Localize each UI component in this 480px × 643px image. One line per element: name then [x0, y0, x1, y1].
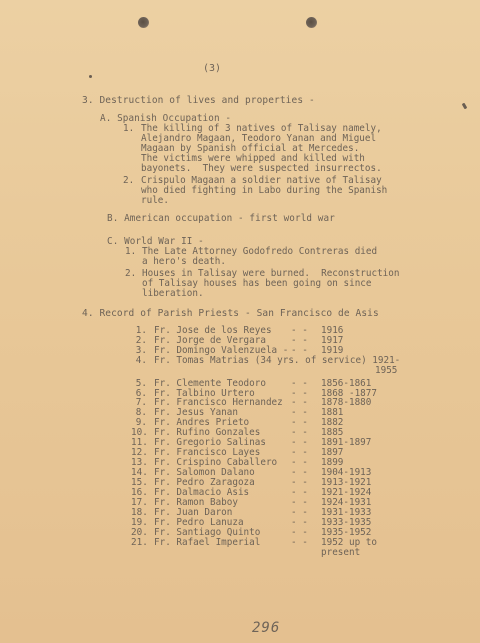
priest-dash: - - — [291, 397, 308, 408]
priest-name: Fr. Salomon Dalano — [154, 467, 255, 478]
priest-dash: - - — [291, 467, 308, 478]
priest-name: Fr. Clemente Teodoro — [154, 378, 266, 389]
priest-years: 1856-1861 — [321, 378, 372, 389]
subsection-c-label: C. World War II - — [107, 236, 204, 247]
priest-number: 6. — [135, 388, 147, 399]
priest-name: Fr. Francisco Hernandez — [154, 397, 283, 408]
priest-number: 18. — [131, 507, 148, 518]
priest-years: 1955 — [375, 365, 398, 376]
wwii-item-1-line: The Late Attorney Godofredo Contreras died — [142, 246, 378, 257]
priest-dash: - - — [291, 507, 308, 518]
wwii-item-1-line: a hero's death. — [142, 256, 226, 267]
priest-dash: - - — [291, 487, 308, 498]
spanish-item-1-line: Alejandro Magaan, Teodoro Yanan and Miguel — [141, 133, 377, 144]
priest-name: Fr. Francisco Layes — [154, 447, 261, 458]
priest-number: 7. — [135, 397, 147, 408]
priest-number: 5. — [135, 378, 147, 389]
priest-name: Fr. Juan Daron — [154, 507, 233, 518]
priest-dash: - - — [291, 477, 308, 488]
priest-years: 1916 — [321, 325, 344, 336]
priest-years: 1881 — [321, 407, 344, 418]
priest-name: Fr. Crispino Caballero — [154, 457, 278, 468]
priest-name: Fr. Jose de los Reyes — [154, 325, 272, 336]
priest-years: 1882 — [321, 417, 344, 428]
priest-years: 1899 — [321, 457, 344, 468]
priest-name: Fr. Tomas Matrias (34 yrs. of service) 1921- — [154, 355, 401, 366]
priest-dash: - - — [291, 378, 308, 389]
priest-number: 14. — [131, 467, 148, 478]
priest-years: 1921-1924 — [321, 487, 372, 498]
priest-dash: - - — [291, 417, 308, 428]
priest-years: 1868 -1877 — [321, 388, 377, 399]
priest-name: Fr. Andres Prieto — [154, 417, 250, 428]
punch-hole — [138, 17, 149, 28]
priest-dash: - - — [291, 447, 308, 458]
subsection-a-label: A. Spanish Occupation - — [100, 113, 232, 124]
priest-dash: - - — [291, 335, 308, 346]
priest-dash: - - — [291, 407, 308, 418]
wwii-item-1-num: 1. — [125, 246, 137, 257]
priest-number: 3. — [135, 345, 147, 356]
priest-years: 1952 up to — [321, 537, 377, 548]
section-4-heading: 4. Record of Parish Priests - San Francisco de Asis — [82, 308, 379, 319]
priest-number: 1. — [135, 325, 147, 336]
spanish-item-1-line: The victims were whipped and killed with — [141, 153, 365, 164]
wwii-item-2-num: 2. — [125, 268, 137, 279]
priest-years: 1919 — [321, 345, 344, 356]
priest-years: 1933-1935 — [321, 517, 372, 528]
priest-number: 8. — [135, 407, 147, 418]
priest-dash: - - — [291, 325, 308, 336]
priest-number: 16. — [131, 487, 148, 498]
priest-years: 1917 — [321, 335, 344, 346]
subsection-b-label: B. American occupation - first world war — [107, 213, 335, 224]
priest-name: Fr. Rufino Gonzales — [154, 427, 261, 438]
priest-dash: - - — [291, 437, 308, 448]
priest-name: Fr. Dalmacio Asis — [154, 487, 250, 498]
priest-years: 1897 — [321, 447, 344, 458]
page-number: (3) — [203, 63, 222, 74]
priest-name: Fr. Gregorio Salinas — [154, 437, 266, 448]
spanish-item-2-num: 2. — [123, 175, 135, 186]
folio-number: 296 — [252, 620, 281, 636]
priest-dash: - - — [291, 517, 308, 528]
priest-number: 9. — [135, 417, 147, 428]
priest-row — [131, 366, 441, 376]
punch-hole — [306, 17, 317, 28]
spanish-item-1-line: Magaan by Spanish official at Mercedes. — [141, 143, 360, 154]
section-3-heading: 3. Destruction of lives and properties - — [82, 95, 315, 106]
ink-speck — [89, 75, 92, 78]
priest-years: 1935-1952 — [321, 527, 372, 538]
priest-name: Fr. Ramon Baboy — [154, 497, 238, 508]
priest-years: 1924-1931 — [321, 497, 372, 508]
priest-years: 1931-1933 — [321, 507, 372, 518]
priest-number: 21. — [131, 537, 148, 548]
priest-name: Fr. Santiago Quinto — [154, 527, 261, 538]
priest-dash: - - — [291, 388, 308, 399]
priest-number: 20. — [131, 527, 148, 538]
priest-name: Fr. Pedro Zaragoza — [154, 477, 255, 488]
priest-name: Fr. Jesus Yanan — [154, 407, 238, 418]
priest-years: 1913-1921 — [321, 477, 372, 488]
priest-name: Fr. Talbino Urtero — [154, 388, 255, 399]
wwii-item-2-line: of Talisay houses has been going on since — [142, 278, 372, 289]
priest-number: 17. — [131, 497, 148, 508]
priest-number: 10. — [131, 427, 148, 438]
priest-number: 11. — [131, 437, 148, 448]
priest-name: Fr. Domingo Valenzuela - — [154, 345, 289, 356]
priest-years: present — [321, 547, 361, 558]
spanish-item-1-line: The killing of 3 natives of Talisay namely, — [141, 123, 382, 134]
priest-years: 1885 — [321, 427, 344, 438]
priest-name: Fr. Jorge de Vergara — [154, 335, 266, 346]
priest-years: 1891-1897 — [321, 437, 372, 448]
priest-years: 1878-1880 — [321, 397, 372, 408]
ink-speck — [462, 103, 468, 110]
priest-row — [131, 548, 441, 558]
priest-number: 12. — [131, 447, 148, 458]
priest-number: 19. — [131, 517, 148, 528]
spanish-item-2-line: who died fighting in Labo during the Spanish — [141, 185, 388, 196]
priest-dash: - - — [291, 427, 308, 438]
priest-number: 4. — [135, 355, 147, 366]
priest-dash: - - — [291, 497, 308, 508]
wwii-item-2-line: Houses in Talisay were burned. Reconstruction — [142, 268, 400, 279]
spanish-item-2-line: rule. — [141, 195, 169, 206]
priest-number: 2. — [135, 335, 147, 346]
priest-years: 1904-1913 — [321, 467, 372, 478]
priest-dash: - - — [291, 527, 308, 538]
priest-number: 13. — [131, 457, 148, 468]
priest-dash: - - — [291, 345, 308, 356]
priest-name: Fr. Rafael Imperial — [154, 537, 261, 548]
priest-dash: - - — [291, 537, 308, 548]
priest-name: Fr. Pedro Lanuza — [154, 517, 244, 528]
priest-row — [131, 538, 441, 548]
wwii-item-2-line: liberation. — [142, 288, 204, 299]
spanish-item-1-num: 1. — [123, 123, 135, 134]
spanish-item-2-line: Crispulo Magaan a soldier native of Talisay — [141, 175, 382, 186]
priest-dash: - - — [291, 457, 308, 468]
spanish-item-1-line: bayonets. They were suspected insurrectos. — [141, 163, 382, 174]
priest-number: 15. — [131, 477, 148, 488]
